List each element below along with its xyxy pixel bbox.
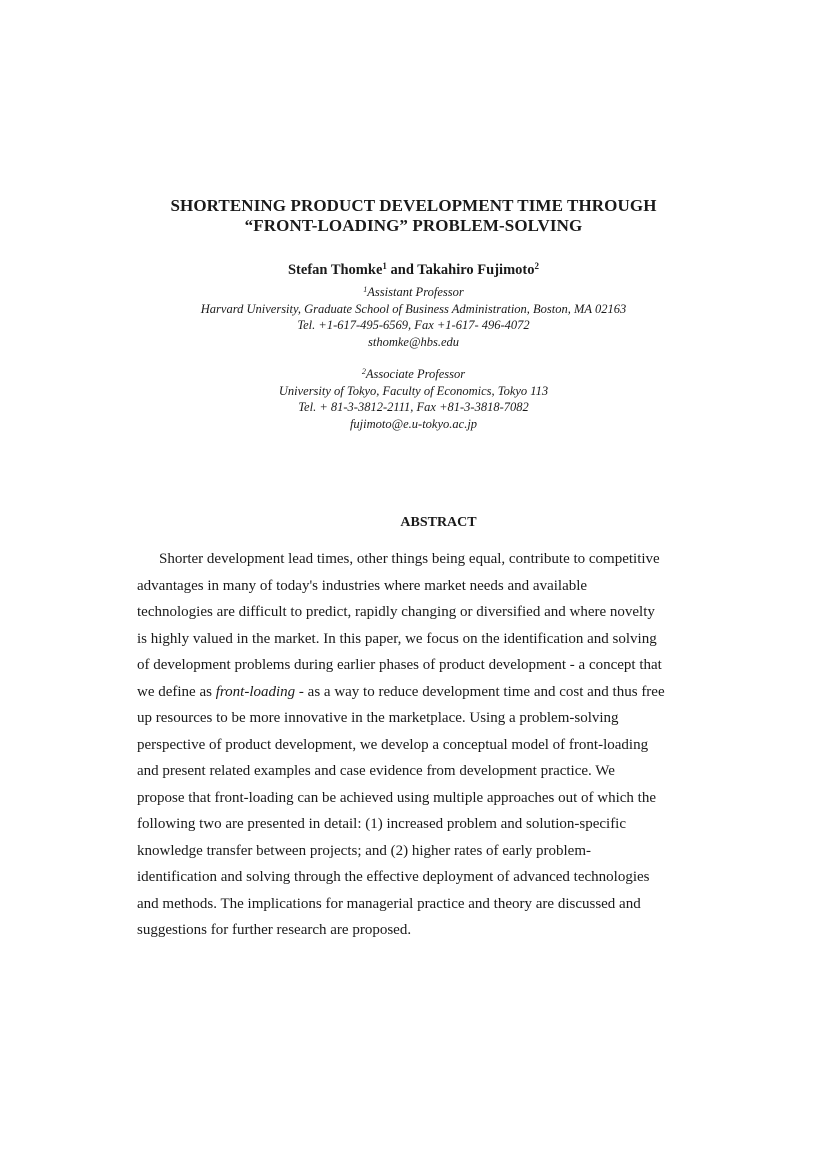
abstract-line: identification and solving through the effective deployment of advanced technologies	[137, 869, 650, 885]
affiliation-2	[0, 364, 827, 432]
front-loading-term: front-loading	[215, 683, 296, 700]
affiliation-1-position: $^1$Assistant Professor	[363, 285, 464, 299]
affiliation-1-mark: 1	[363, 285, 368, 294]
affiliation-2-email: fujimoto@e.u-tokyo.ac.jp	[349, 416, 478, 431]
abstract-line-front-loading: we define as front-loading - as a way to reduce development time and cost and thus free	[137, 683, 665, 700]
abstract-heading: ABSTRACT	[400, 515, 477, 530]
author-line	[0, 257, 827, 279]
abstract-line: following two are presented in detail: (1) increased problem and solution-specific	[137, 816, 627, 832]
abstract-line: Shorter development lead times, other things being equal, contribute to competitive	[159, 551, 660, 567]
affiliation-1	[0, 282, 827, 350]
abstract-line: knowledge transfer between projects; and (2) higher rates of early problem-	[137, 842, 591, 859]
affiliation-2-mark: 2	[361, 367, 366, 376]
abstract-line: propose that front-loading can be achieved using multiple approaches out of which the	[137, 789, 657, 806]
abstract-line: of development problems during earlier phases of product development - a concept that	[137, 657, 662, 673]
abstract-line: and methods. The implications for managerial practice and theory are discussed and	[137, 895, 641, 912]
abstract-line: advantages in many of today's industries where market needs and available	[137, 577, 588, 594]
abstract-line: technologies are difficult to predict, rapidly changing or diversified and where novelty	[137, 604, 655, 620]
affiliation-2-institution: University of Tokyo, Faculty of Economics, Tokyo 113	[278, 383, 549, 398]
author-2-name: Takahiro Fujimoto	[417, 262, 535, 278]
author-connector: and	[386, 262, 418, 278]
abstract-line: is highly valued in the market. In this paper, we focus on the identification and solving	[137, 630, 657, 647]
author-2-mark: 2	[534, 261, 539, 271]
affiliation-1-email: sthomke@hbs.edu	[368, 334, 459, 349]
abstract-line: up resources to be more innovative in the marketplace. Using a problem-solving	[137, 710, 619, 726]
affiliation-1-phone: Tel. +1-617-495-6569, Fax +1-617- 496-4072	[297, 318, 530, 332]
affiliation-2-position: $^2$Associate Professor	[361, 367, 466, 381]
abstract-line: perspective of product development, we develop a conceptual model of front-loading	[137, 736, 649, 753]
abstract-line: and present related examples and case evidence from development practice. We	[137, 763, 615, 779]
title-line-2: “FRONT-LOADING” PROBLEM-SOLVING	[244, 216, 583, 235]
author-1-mark: 1	[382, 261, 387, 271]
author-1-name: Stefan Thomke	[287, 262, 383, 278]
abstract-line: suggestions for further research are proposed.	[137, 922, 412, 938]
affiliation-2-phone: Tel. + 81-3-3812-2111, Fax +81-3-3818-7082	[298, 400, 529, 414]
title-line-1: SHORTENING PRODUCT DEVELOPMENT TIME THROUGH	[170, 196, 657, 215]
affiliation-1-institution: Harvard University, Graduate School of Business Administration, Boston, MA 02163	[200, 301, 627, 316]
abstract-body	[137, 546, 757, 944]
paper-title	[0, 196, 827, 236]
